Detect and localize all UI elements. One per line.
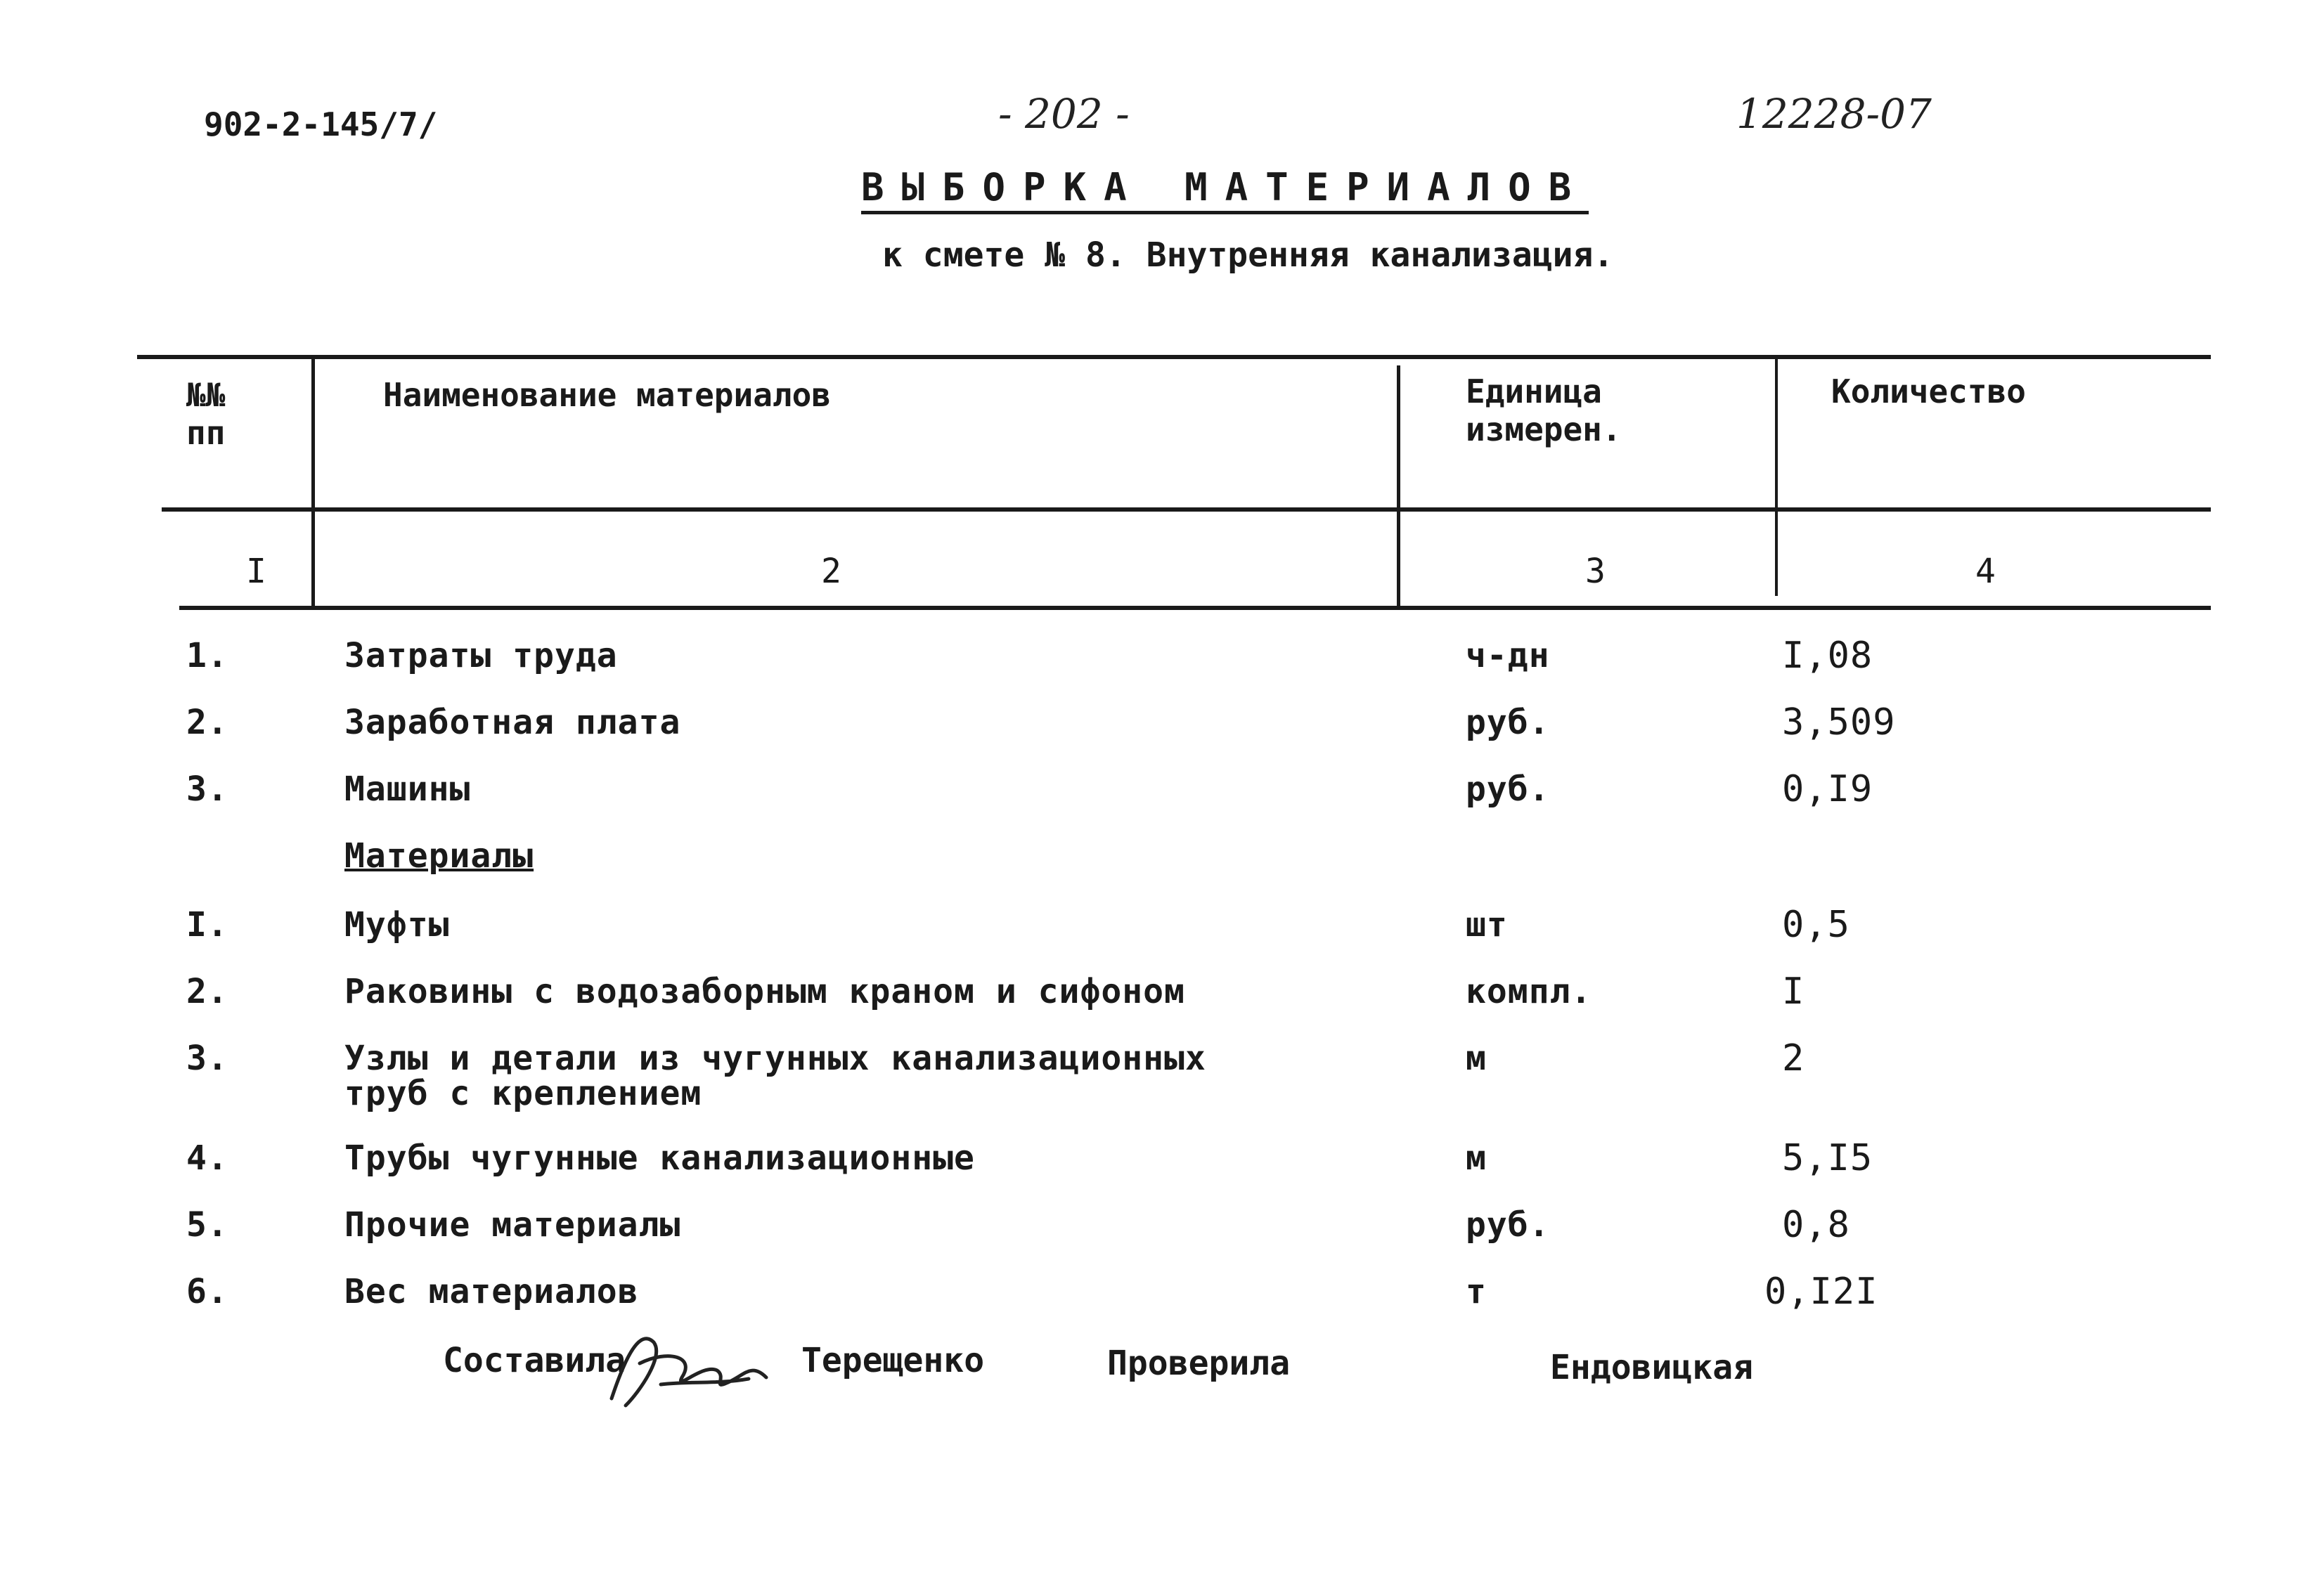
material-row-number: 2.	[186, 972, 228, 1011]
material-row-unit: компл.	[1466, 972, 1592, 1011]
column-divider-2	[1397, 365, 1400, 610]
material-row-name: Трубы чугунные канализационные	[344, 1138, 975, 1178]
material-row-quantity: I	[1782, 971, 1805, 1013]
material-row-unit: м	[1466, 1039, 1487, 1078]
row-number: 2.	[186, 703, 228, 742]
material-row-quantity: 0,I2I	[1764, 1271, 1878, 1313]
document-code: 902-2-145/7/	[204, 105, 438, 143]
column-divider-1	[311, 357, 315, 610]
material-row-quantity: 0,8	[1782, 1204, 1850, 1246]
material-row-number: 4.	[186, 1138, 228, 1178]
row-quantity: 0,I9	[1782, 768, 1873, 810]
row-unit: руб.	[1466, 703, 1550, 742]
material-row-number: 3.	[186, 1039, 228, 1078]
material-row-unit: т	[1466, 1272, 1487, 1311]
compiled-by-name: Терещенко	[801, 1341, 985, 1380]
column-number-4: 4	[1975, 552, 1996, 591]
row-unit: руб.	[1466, 770, 1550, 809]
archive-number: 12228-07	[1736, 90, 1932, 138]
material-row-name: Прочие материалы	[344, 1205, 681, 1245]
material-row-unit: м	[1466, 1138, 1487, 1178]
material-row-name: Вес материалов	[344, 1272, 639, 1311]
column-header-quantity: Количество	[1831, 372, 2026, 410]
document-subtitle: к смете № 8. Внутренняя канализация.	[882, 235, 1614, 275]
column-header-name: Наименование материалов	[383, 376, 831, 414]
row-quantity: 3,509	[1782, 701, 1896, 744]
table-header-rule	[162, 507, 2211, 512]
material-row-name: Узлы и детали из чугунных канализационных	[344, 1039, 1206, 1078]
column-number-3: 3	[1585, 552, 1606, 591]
material-row-unit: шт	[1466, 905, 1508, 945]
compiled-by-label: Составила	[443, 1341, 626, 1380]
document-title: ВЫБОРКА МАТЕРИАЛОВ	[861, 165, 1589, 214]
row-name: Затраты труда	[344, 636, 618, 675]
material-row-name-continued: труб с креплением	[344, 1074, 702, 1113]
checked-by-name: Ендовицкая	[1550, 1348, 1753, 1387]
material-row-number: I.	[186, 905, 228, 945]
checked-by-label: Проверила	[1107, 1344, 1291, 1383]
handwritten-signature	[598, 1314, 780, 1420]
material-row-quantity: 2	[1782, 1037, 1805, 1079]
material-row-name: Муфты	[344, 905, 450, 945]
table-top-rule	[137, 355, 2211, 359]
material-row-number: 5.	[186, 1205, 228, 1245]
column-header-unit: Единица измерен.	[1466, 372, 1622, 448]
row-number: 3.	[186, 770, 228, 809]
column-number-2: 2	[821, 552, 841, 591]
column-divider-3	[1775, 357, 1778, 596]
row-number: 1.	[186, 636, 228, 675]
row-unit: ч-дн	[1466, 636, 1550, 675]
material-row-number: 6.	[186, 1272, 228, 1311]
column-number-1: I	[246, 552, 266, 591]
table-colnum-rule	[179, 606, 2211, 610]
row-quantity: I,08	[1782, 635, 1873, 677]
material-row-name: Раковины с водозаборным краном и сифоном	[344, 972, 1185, 1011]
material-row-quantity: 0,5	[1782, 904, 1850, 946]
material-row-unit: руб.	[1466, 1205, 1550, 1245]
row-name: Заработная плата	[344, 703, 681, 742]
material-row-quantity: 5,I5	[1782, 1137, 1873, 1179]
row-name: Машины	[344, 770, 471, 809]
materials-section-label: Материалы	[344, 836, 534, 876]
column-header-number: №№ пп	[186, 376, 226, 452]
page-number: - 202 -	[998, 90, 1130, 138]
